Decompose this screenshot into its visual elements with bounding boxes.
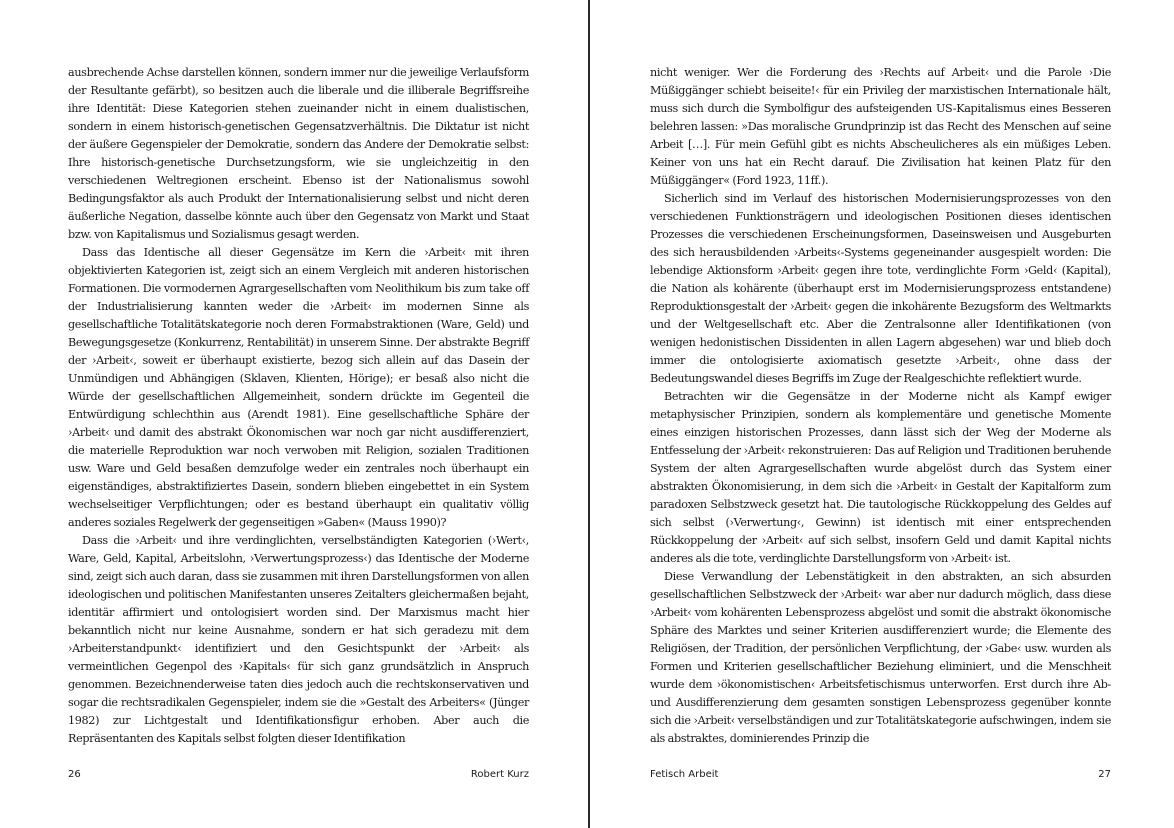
paragraph: Dass das Identische all dieser Gegensätze im Kern die ›Arbeit‹ mit ihren objektivierten Kategorien ist, zeigt sich an einem Vergleich mit anderen historischen Formationen. Die vormodernen Agrargesellschaften vom Neolithikum bis zum take off der Industrialisierung kannten weder die ›Arbeit‹ im modernen Sinne als gesellschaftliche Totalitätskategorie noch deren Formabstraktionen (Ware, Geld) und Bewegungsgesetze (Konkurrenz, Rentabilität) in unserem Sinne. Der abstrakte Begriff der ›Arbeit‹, soweit er überhaupt existierte, bezog sich allein auf das Dasein der Unmündigen und Abhängigen (Sklaven, Klienten, Hörige); er besaß also nicht die Würde der gesellschaftlichen Allgemeinheit, sondern drückte im Gegenteil die Entwürdigung schlechthin aus (Arendt 1981). Eine gesellschaftliche Sphäre der ›Arbeit‹ und damit des abstrakt Ökonomischen war noch gar nicht ausdifferenziert, die materielle Reproduktion war noch verwoben mit Religion, sozialen Traditionen usw. Ware und Geld besaßen demzufolge weder ein zentrales noch überhaupt ein eigenständiges, abstraktifiziertes Dasein, sondern blieben eingebettet in ein System wechselseitiger Verpflichtungen; oder es bestand überhaupt ein qualitativ völlig anderes soziales Regelwerk der gegenseitigen »Gaben« (Mauss 1990)? <box>68 246 529 529</box>
right-page-text <box>650 64 1111 748</box>
page-divider <box>588 0 590 828</box>
paragraph: nicht weniger. Wer die Forderung des ›Rechts auf Arbeit‹ und die Parole ›Die Müßiggänger schiebt beiseite!‹ für ein Privileg der marxistischen Internationale hält, muss sich durch die Symbolfigur des aufsteigenden US-Kapitalismus eines Besseren belehren lassen: »Das moralische Grundprinzip ist das Recht des Menschen auf seine Arbeit […]. Für mein Gefühl gibt es nichts Abscheulicheres als ein müßiges Leben. Keiner von uns hat ein Recht darauf. Die Zivilisation hat keinen Platz für den Müßiggänger« (Ford 1923, 11ff.). <box>650 66 1111 187</box>
page-number-right: 27 <box>1098 769 1111 780</box>
running-head-title: Fetisch Arbeit <box>650 769 719 780</box>
paragraph: Betrachten wir die Gegensätze in der Moderne nicht als Kampf ewiger metaphysischer Prinzipien, sondern als komplementäre und genetische Momente eines einzigen historischen Prozesses, dann lässt sich der Weg der Moderne als Entfesselung der ›Arbeit‹ rekonstruieren: Das auf Religion und Traditionen beruhende System der alten Agrargesellschaften wurde abgelöst durch das System einer abstrakten Ökonomisierung, in dem sich die ›Arbeit‹ in Gestalt der Kapitalform zum paradoxen Selbstzweck gesetzt hat. Die tautologische Rückkoppelung des Geldes auf sich selbst (›Verwertung‹, Gewinn) ist identisch mit einer entsprechenden Rückkoppelung der ›Arbeit‹ auf sich selbst, insofern Geld und damit Kapital nichts anderes als die tote, verdinglichte Darstellungsform von ›Arbeit‹ ist. <box>650 390 1111 565</box>
paragraph: Dass die ›Arbeit‹ und ihre verdinglichten, verselbständigten Kategorien (›Wert‹, Ware, Geld, Kapital, Arbeitslohn, ›Verwertungsprozess‹) das Identische der Moderne sind, zeigt sich auch daran, dass sie zusammen mit ihren Darstellungsformen von allen ideologischen und politischen Manifestanten unseres Zeitalters gleichermaßen bejaht, identitär affirmiert und ontologisiert worden sind. Der Marxismus macht hier bekanntlich nicht nur keine Ausnahme, sondern er hat sich geradezu mit dem ›Arbeiterstandpunkt‹ identifiziert und den Gesichtspunkt der ›Arbeit‹ als vermeintlichen Gegenpol des ›Kapitals‹ für sich ganz grundsätzlich in Anspruch genommen. Bezeichnenderweise taten dies jedoch auch die rechtskonservativen und sogar die rechtsradikalen Gegenspieler, indem sie die »Gestalt des Arbeiters« (Jünger 1982) zur Lichtgestalt und Identifikationsfigur erhoben. Aber auch die Repräsentanten des Kapitals selbst folgten dieser Identifikation <box>68 534 529 745</box>
page-number-left: 26 <box>68 769 81 780</box>
paragraph: ausbrechende Achse darstellen können, sondern immer nur die jeweilige Verlaufsform der Resultante gefärbt), so besitzen auch die liberale und die illiberale Begriffsreihe ihre Identität: Diese Kategorien stehen zueinander nicht in einem dualistischen, sondern in einem historisch-genetischen Gegensatzverhältnis. Die Diktatur ist nicht der äußere Gegenspieler der Demokratie, sondern das Andere der Demokratie selbst: Ihre historisch-genetische Durchsetzungsform, wie sie ungleichzeitig in den verschiedenen Weltregionen erscheint. Ebenso ist der Nationalismus sowohl Bedingungsfaktor als auch Produkt der Internationalisierung selbst und nicht deren äußerliche Negation, dasselbe könnte auch über den Gegensatz von Markt und Staat bzw. von Kapitalismus und Sozialismus gesagt werden. <box>68 66 529 241</box>
left-page-text <box>68 64 529 748</box>
paragraph: Sicherlich sind im Verlauf des historischen Modernisierungsprozesses von den verschiedenen Funktionsträgern und ideologischen Positionen dieses identischen Prozesses die verschiedenen Erscheinungsformen, Daseinsweisen und Ausgeburten des sich herausbildenden ›Arbeits‹-Systems gegeneinander ausgespielt worden: Die lebendige Aktionsform ›Arbeit‹ gegen ihre tote, verdinglichte Form ›Geld‹ (Kapital), die Nation als kohärente (überhaupt erst im Modernisierungsprozess entstandene) Reproduktionsgestalt der ›Arbeit‹ gegen die inkohärente Bezugsform des Weltmarkts und der Weltgesellschaft etc. Aber die Zentralsonne aller Identifikationen (von wenigen hedonistischen Dissidenten in allen Lagern abgesehen) war und blieb doch immer die ontologisierte axiomatisch gesetzte ›Arbeit‹, ohne dass der Bedeutungswandel dieses Begriffs im Zuge der Realgeschichte reflektiert wurde. <box>650 192 1111 385</box>
paragraph: Diese Verwandlung der Lebenstätigkeit in den abstrakten, an sich absurden gesellschaftlichen Selbstzweck der ›Arbeit‹ war aber nur dadurch möglich, dass diese ›Arbeit‹ vom kohärenten Lebensprozess abgelöst und somit die abstrakt ökonomische Sphäre des Marktes und seiner Kriterien ausdifferenziert wurde; die Elemente des Religiösen, der Tradition, der persönlichen Verpflichtung, der ›Gabe‹ usw. wurden als Formen und Kriterien gesellschaftlicher Beziehung eliminiert, und die Menschheit wurde dem ›ökonomistischen‹ Arbeitsfetischismus unterworfen. Erst durch ihre Ab- und Ausdifferenzierung dem gesamten sonstigen Lebensprozess gegenüber konnte sich die ›Arbeit‹ verselbständigen und zur Totalitätskategorie aufschwingen, indem sie als abstraktes, dominierendes Prinzip die <box>650 570 1111 745</box>
running-head-author: Robert Kurz <box>470 769 529 780</box>
right-page <box>592 0 1174 828</box>
